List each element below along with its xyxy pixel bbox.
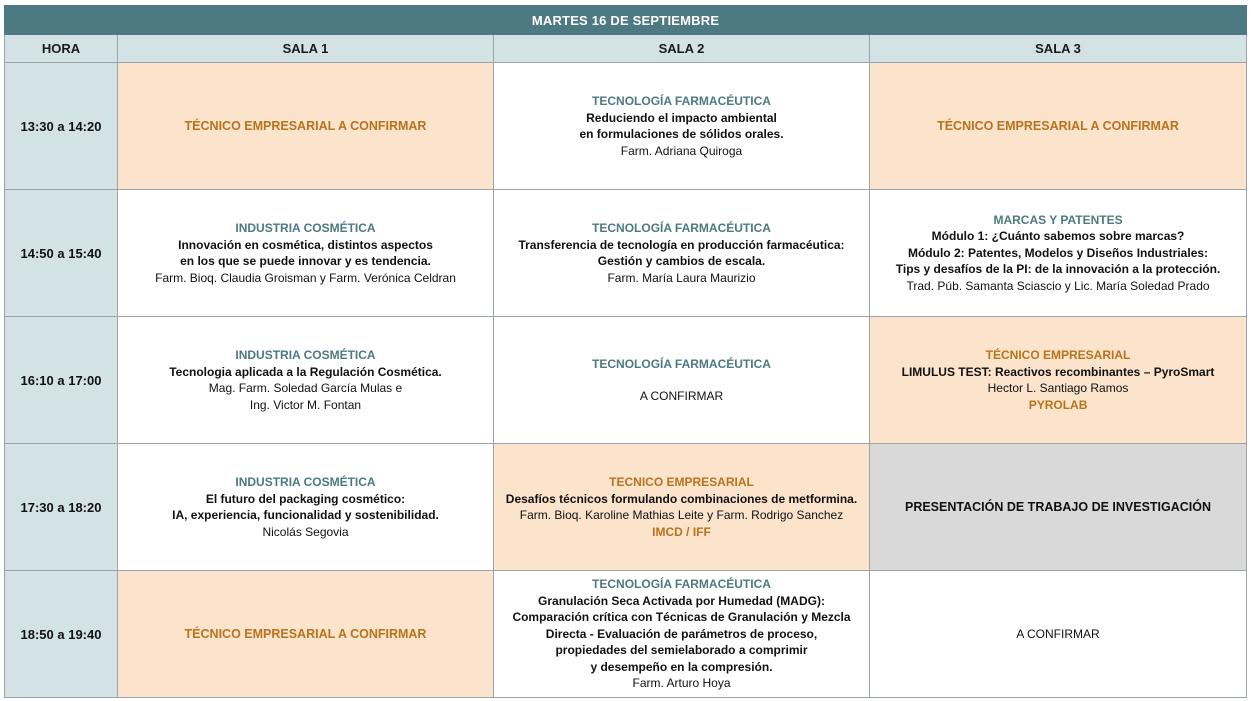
session-title: El futuro del packaging cosmético: IA, experiencia, funcionalidad y sostenibilidad. [172,491,439,522]
session-placeholder: TÉCNICO EMPRESARIAL A CONFIRMAR [937,119,1179,133]
session-speaker: Hector L. Santiago Ramos [987,381,1129,395]
spacer [500,372,863,388]
session-cell [870,63,1247,190]
session-cell [870,571,1247,698]
session-title: Granulación Seca Activada por Humedad (MADG): Comparación crítica con Técnicas de Granulación y Mezcla Directa - Evaluación de parámetros de proceso, propiedades del semielaborado a comprimir y desempeño en la compresión. [512,593,851,674]
header-row [5,35,1247,63]
time-cell: 18:50 a 19:40 [5,571,118,698]
session-cell [870,444,1247,571]
session-placeholder: A CONFIRMAR [1016,627,1100,641]
session-category: TÉCNICO EMPRESARIAL [985,348,1131,362]
session-cell [494,571,870,698]
session-title: Tecnologia aplicada a la Regulación Cosmética. [169,364,442,379]
session-cell [870,190,1247,317]
session-speaker: Trad. Púb. Samanta Sciascio y Lic. María Soledad Prado [906,278,1210,293]
session-cell [494,190,870,317]
session-category: INDUSTRIA COSMÉTICA [235,221,376,235]
session-category: TECNOLOGÍA FARMACÉUTICA [592,94,771,108]
session-placeholder: TÉCNICO EMPRESARIAL A CONFIRMAR [184,119,427,133]
session-category: TECNOLOGÍA FARMACÉUTICA [592,356,771,371]
session-cell [494,317,870,444]
session-category: INDUSTRIA COSMÉTICA [235,475,376,489]
session-placeholder: PRESENTACIÓN DE TRABAJO DE INVESTIGACIÓN [904,500,1212,514]
session-cell [118,571,494,698]
schedule-table [4,5,1247,698]
header-sala-2: SALA 2 [494,35,870,63]
table-row [5,317,1247,444]
session-category: TECNICO EMPRESARIAL [609,475,754,489]
table-row [5,571,1247,698]
session-cell [118,317,494,444]
session-speaker: Nicolás Segovia [262,524,349,539]
session-placeholder: TÉCNICO EMPRESARIAL A CONFIRMAR [184,627,427,641]
header-sala-1: SALA 1 [118,35,494,63]
session-speaker: Farm. Adriana Quiroga [620,143,743,158]
session-speaker: Farm. Arturo Hoya [632,676,731,691]
session-placeholder: A CONFIRMAR [639,389,724,403]
session-sponsor: IMCD / IFF [652,524,711,539]
session-title: Transferencia de tecnología en producción farmacéutica: Gestión y cambios de escala. [518,237,845,268]
session-title: Innovación en cosmética, distintos aspectos en los que se puede innovar y es tendencia. [178,237,433,268]
schedule-container [4,5,1246,698]
header-hora: HORA [5,35,118,63]
session-category: INDUSTRIA COSMÉTICA [235,348,376,362]
session-cell [494,63,870,190]
session-category: TECNOLOGÍA FARMACÉUTICA [592,577,771,592]
session-speaker: Farm. Bioq. Claudia Groisman y Farm. Verónica Celdran [155,270,456,285]
session-title: Reduciendo el impacto ambiental en formulaciones de sólidos orales. [579,110,784,141]
time-cell: 17:30 a 18:20 [5,444,118,571]
session-category: MARCAS Y PATENTES [993,212,1123,227]
session-cell [118,190,494,317]
session-cell [870,317,1247,444]
table-row [5,190,1247,317]
session-category: TECNOLOGÍA FARMACÉUTICA [592,221,771,235]
session-cell [118,444,494,571]
header-sala-3: SALA 3 [870,35,1247,63]
schedule-title: MARTES 16 DE SEPTIEMBRE [5,6,1247,35]
time-cell: 16:10 a 17:00 [5,317,118,444]
table-row [5,63,1247,190]
session-sponsor: PYROLAB [1028,397,1088,412]
table-row [5,444,1247,571]
time-cell: 13:30 a 14:20 [5,63,118,190]
title-row [5,6,1247,35]
session-cell [494,444,870,571]
session-cell [118,63,494,190]
session-speaker: Mag. Farm. Soledad García Mulas e Ing. Victor M. Fontan [208,381,403,412]
session-title: Módulo 1: ¿Cuánto sabemos sobre marcas? Módulo 2: Patentes, Modelos y Diseños Industriales: Tips y desafíos de la PI: de la innovación a la protección. [895,229,1221,277]
session-title: Desafíos técnicos formulando combinaciones de metformina. [505,491,858,506]
time-cell: 14:50 a 15:40 [5,190,118,317]
session-speaker: Farm. María Laura Maurizio [607,270,756,285]
session-title: LIMULUS TEST: Reactivos recombinantes – PyroSmart [901,364,1215,379]
session-speaker: Farm. Bioq. Karoline Mathias Leite y Farm. Rodrigo Sanchez [519,508,844,522]
